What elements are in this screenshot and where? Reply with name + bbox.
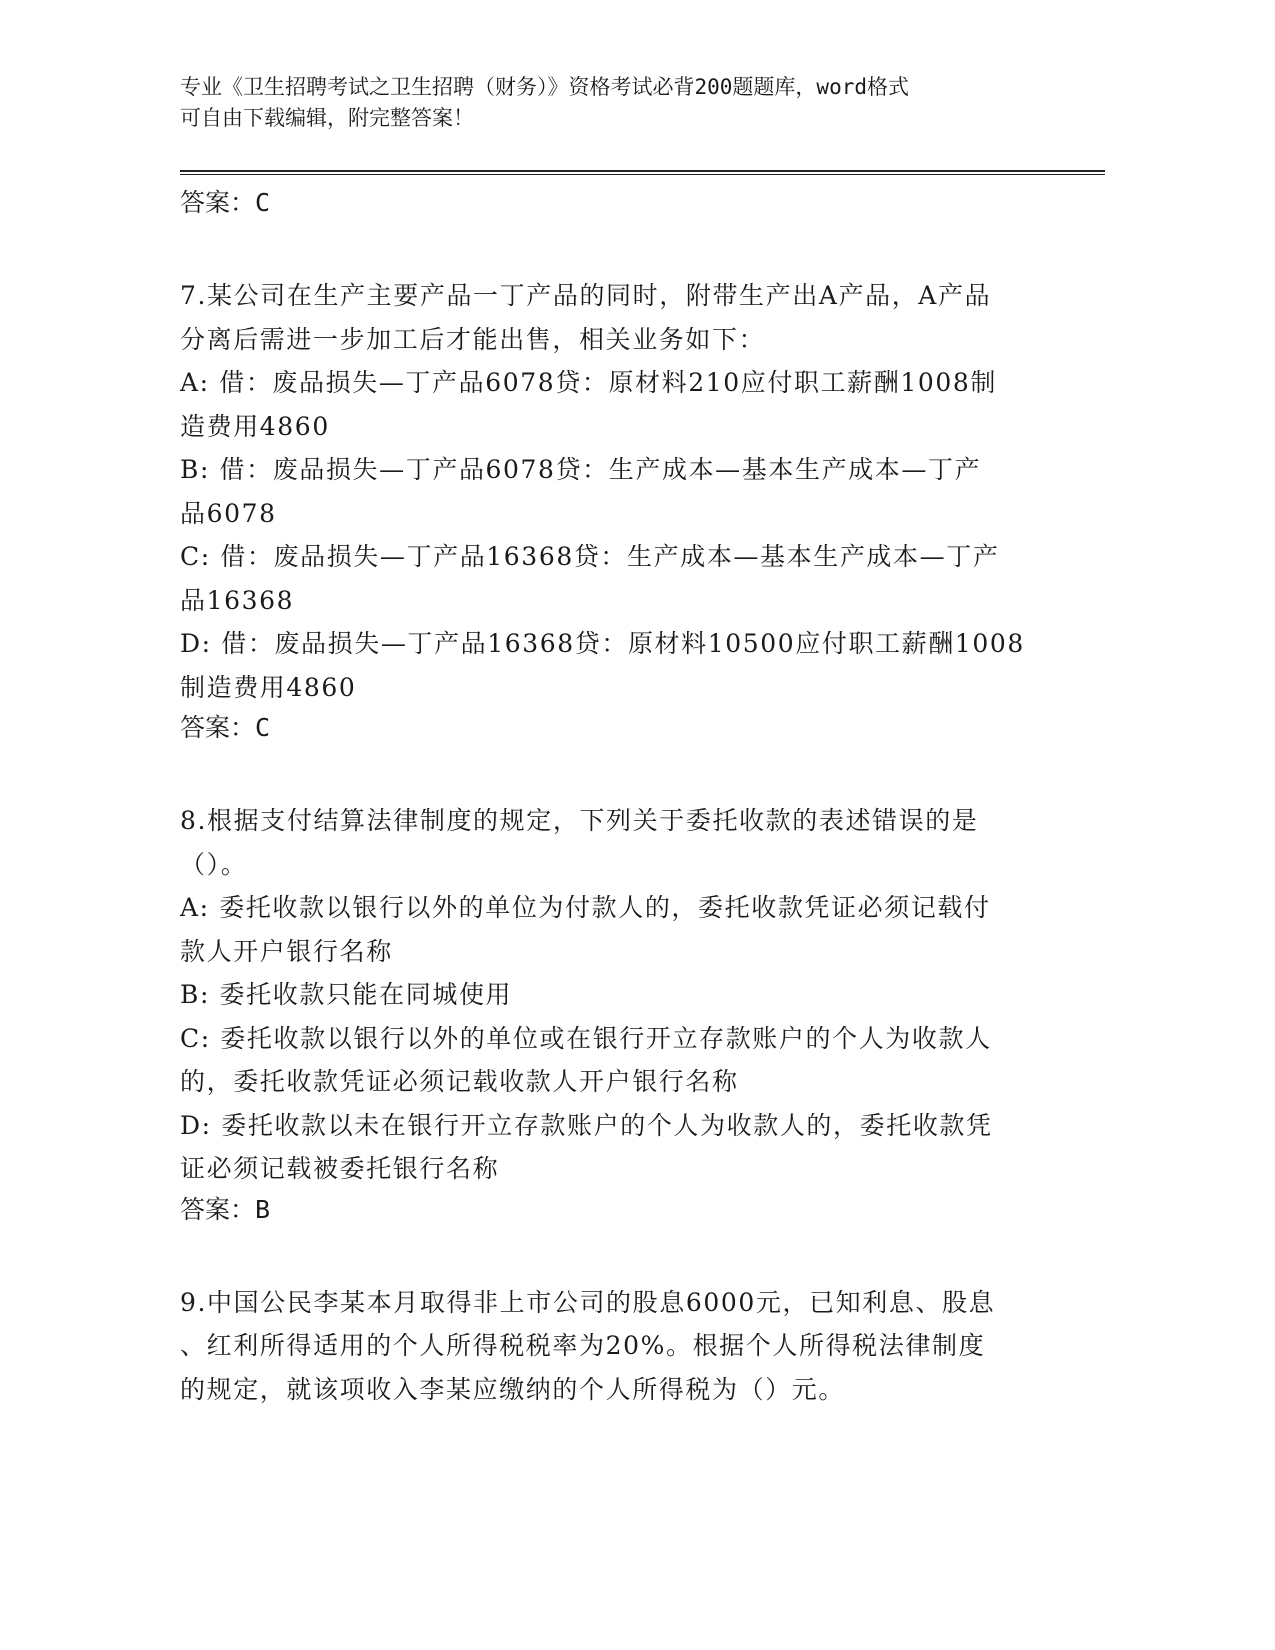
option-d: 制造费用4860 bbox=[180, 672, 357, 702]
option-a: 造费用4860 bbox=[180, 411, 330, 441]
block-gap bbox=[180, 747, 1050, 799]
question-block bbox=[180, 799, 1050, 1229]
header-divider bbox=[180, 170, 1105, 175]
option-c: 的，委托收款凭证必须记载收款人开户银行名称 bbox=[180, 1067, 739, 1096]
question-stem: 9.中国公民李某本月取得非上市公司的股息6000元，已知利息、股息 bbox=[180, 1287, 996, 1317]
block-gap bbox=[180, 1229, 1050, 1281]
question-stem: 的规定，就该项收入李某应缴纳的个人所得税为（）元。 bbox=[180, 1374, 846, 1404]
block-gap bbox=[180, 222, 1050, 274]
option-d: 证必须记载被委托银行名称 bbox=[180, 1154, 500, 1183]
option-b: B: 委托收款只能在同城使用 bbox=[180, 980, 513, 1009]
option-a: 款人开户银行名称 bbox=[180, 936, 393, 966]
option-b: B: 借：废品损失—丁产品6078贷：生产成本—基本生产成本—丁产 bbox=[180, 455, 982, 484]
option-a: A: 委托收款以银行以外的单位为付款人的，委托收款凭证必须记载付 bbox=[180, 893, 991, 922]
question-stem: 分离后需进一步加工后才能出售，相关业务如下： bbox=[180, 324, 766, 354]
option-c: C: 借：废品损失—丁产品16368贷：生产成本—基本生产成本—丁产 bbox=[180, 542, 1000, 571]
document-body bbox=[180, 184, 1050, 1411]
option-d: D: 委托收款以未在银行开立存款账户的个人为收款人的，委托收款凭 bbox=[180, 1110, 993, 1140]
header-line: 可自由下载编辑，附完整答案！ bbox=[180, 106, 474, 130]
page-header bbox=[180, 72, 1040, 134]
option-b: 品6078 bbox=[180, 498, 277, 528]
header-line: 专业《卫生招聘考试之卫生招聘（财务）》资格考试必背200题题库，word格式 bbox=[180, 75, 909, 99]
answer-line: 答案：C bbox=[180, 713, 271, 742]
question-stem: 7.某公司在生产主要产品一丁产品的同时，附带生产出A产品，A产品 bbox=[180, 281, 992, 310]
answer-line: 答案：B bbox=[180, 1194, 271, 1224]
question-block bbox=[180, 274, 1050, 747]
option-d: D: 借：废品损失—丁产品16368贷：原材料10500应付职工薪酬1008 bbox=[180, 629, 1025, 658]
option-c: 品16368 bbox=[180, 585, 295, 615]
answer-line: 答案：C bbox=[180, 188, 271, 217]
option-c: C: 委托收款以银行以外的单位或在银行开立存款账户的个人为收款人 bbox=[180, 1023, 992, 1053]
question-stem: 、红利所得适用的个人所得税税率为20%。根据个人所得税法律制度 bbox=[180, 1331, 986, 1360]
question-block bbox=[180, 1281, 1050, 1412]
question-stem: （）。 bbox=[180, 849, 248, 879]
option-a: A: 借：废品损失—丁产品6078贷：原材料210应付职工薪酬1008制 bbox=[180, 368, 997, 397]
question-stem: 8.根据支付结算法律制度的规定，下列关于委托收款的表述错误的是 bbox=[180, 806, 979, 835]
